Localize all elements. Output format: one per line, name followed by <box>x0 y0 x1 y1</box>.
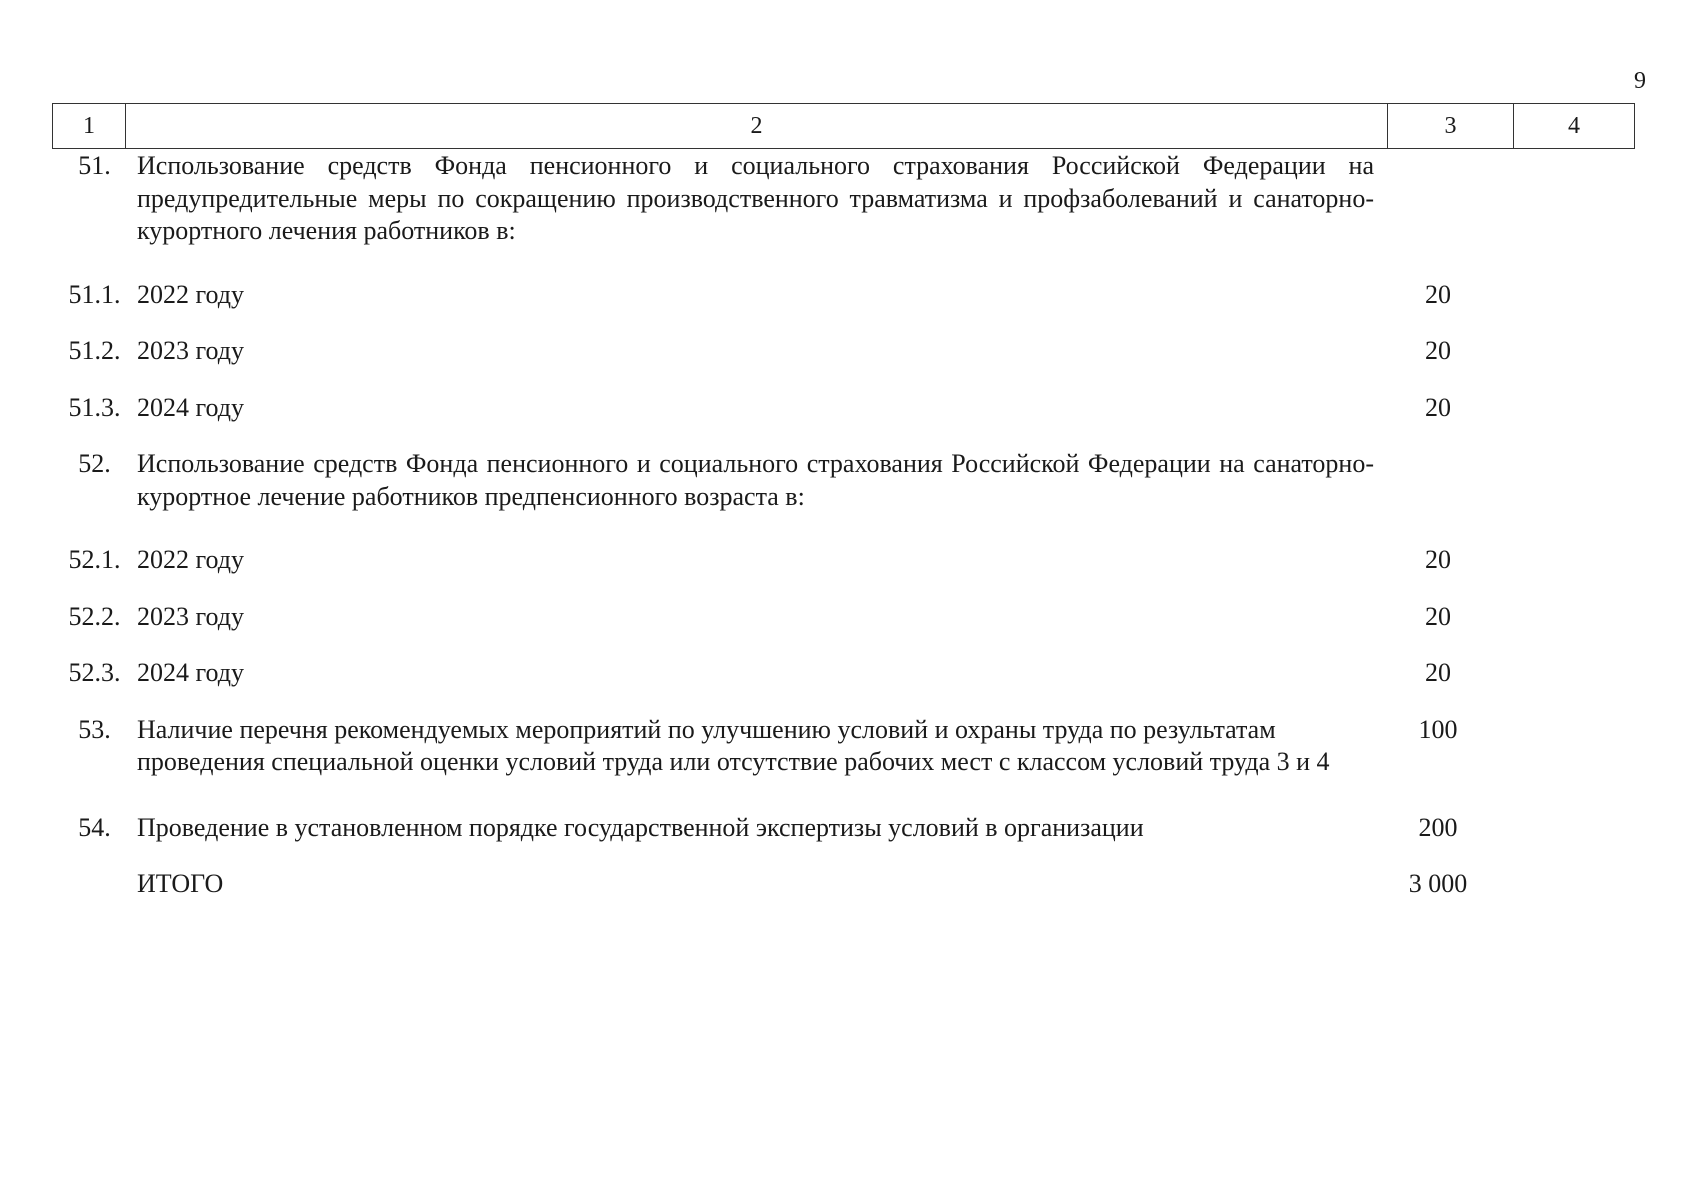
row-text: 2024 году <box>137 392 244 422</box>
total-score: 3 000 <box>1408 869 1468 898</box>
row-51-3 <box>52 392 1502 425</box>
row-51-2 <box>52 335 1502 368</box>
column-header-3: 3 <box>1388 104 1514 149</box>
page-number: 9 <box>1634 68 1646 94</box>
row-text: 2022 году <box>137 545 244 574</box>
row-number <box>52 868 137 901</box>
indicator-list <box>52 150 1502 901</box>
row-score <box>1374 150 1502 248</box>
row-number: 51.3. <box>68 392 121 422</box>
row-52-2 <box>52 601 1502 634</box>
row-number: 54. <box>78 812 111 842</box>
row-number: 52. <box>78 449 111 478</box>
row-52-3 <box>52 657 1502 690</box>
row-score: 20 <box>1425 658 1451 687</box>
row-score: 200 <box>1418 812 1458 842</box>
column-header-4: 4 <box>1514 104 1635 149</box>
row-text: Проведение в установленном порядке государственной экспертизы условий в организации <box>137 812 1144 842</box>
total-label: ИТОГО <box>137 869 224 898</box>
row-number: 51.1. <box>68 279 121 309</box>
row-text: Использование средств Фонда пенсионного и социального страхования Российской Федерации на предупредительные меры по сокращению производственного травматизма и профзаболеваний и санаторно-курортного лечения работников в: <box>137 151 1374 245</box>
row-number: 52.3. <box>68 658 121 687</box>
row-score: 20 <box>1425 545 1451 574</box>
row-score: 20 <box>1425 601 1451 631</box>
row-number: 52.2. <box>68 601 121 631</box>
column-header-row <box>53 104 1635 149</box>
row-score: 20 <box>1425 279 1451 309</box>
column-header-table <box>52 103 1635 149</box>
column-header-1: 1 <box>53 104 126 149</box>
row-number: 51. <box>78 151 111 180</box>
row-text: Использование средств Фонда пенсионного и социального страхования Российской Федерации на санаторно-курортное лечение работников предпенсионного возраста в: <box>137 449 1374 511</box>
row-text: 2024 году <box>137 658 244 687</box>
total-row <box>52 868 1502 901</box>
row-text: Наличие перечня рекомендуемых мероприятий по улучшению условий и охраны труда по результатам проведения специальной оценки условий труда или отсутствие рабочих мест с классом условий труда 3 и 4 <box>137 714 1330 776</box>
row-54 <box>52 812 1502 845</box>
row-51-1 <box>52 279 1502 312</box>
row-text: 2023 году <box>137 336 244 365</box>
column-header-2: 2 <box>126 104 1388 149</box>
row-text: 2023 году <box>137 601 244 631</box>
row-text: 2022 году <box>137 279 244 309</box>
row-52 <box>52 448 1502 513</box>
row-score: 100 <box>1418 714 1458 744</box>
row-51 <box>52 150 1502 248</box>
row-score <box>1374 448 1502 513</box>
row-number: 51.2. <box>68 336 121 365</box>
row-number: 52.1. <box>68 545 121 574</box>
row-score: 20 <box>1425 392 1451 422</box>
row-number: 53. <box>78 714 111 744</box>
row-53 <box>52 714 1502 779</box>
row-52-1 <box>52 544 1502 577</box>
row-score: 20 <box>1425 336 1451 365</box>
